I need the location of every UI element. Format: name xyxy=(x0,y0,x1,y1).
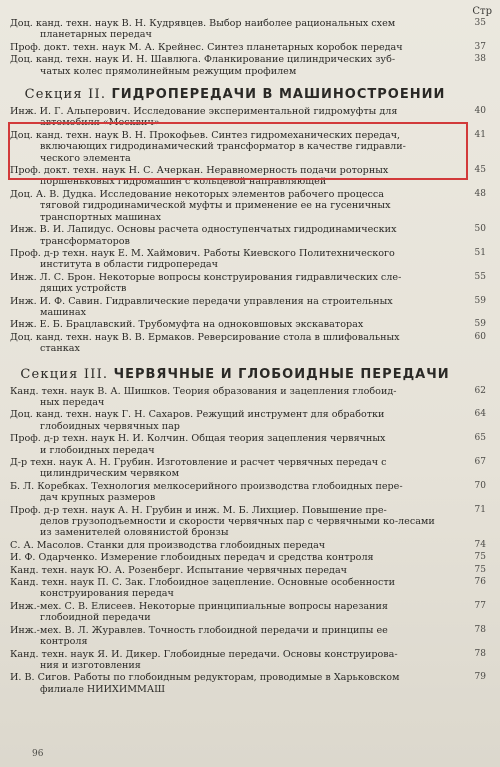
toc-entry xyxy=(10,648,486,672)
entry-page-number: 76 xyxy=(474,577,486,588)
toc-entry xyxy=(10,165,486,188)
entry-page-number: 48 xyxy=(474,188,486,199)
entry-text: Проф. д-р техн. наук Н. И. Колчин. Общая теория зацепления червячных xyxy=(10,433,386,445)
toc-entry xyxy=(10,624,486,648)
entry-continuation: контроля xyxy=(40,636,88,648)
toc-entry xyxy=(10,385,486,409)
entry-continuation: конструирования передач xyxy=(40,588,174,600)
entry-continuation: включающих гидродинамический трансформатор в качестве гидравли-ческого элемента xyxy=(40,141,406,164)
toc-entry xyxy=(10,247,486,271)
entry-text: И. В. Сигов. Работы по глобоидным редукторам, проводимые в Харьковском xyxy=(10,672,400,684)
toc-entry xyxy=(10,433,486,456)
entry-text: Канд. техн. наук В. А. Шишков. Теория образования и зацепления глобоид- xyxy=(10,385,397,397)
entry-page-number: 50 xyxy=(474,224,486,235)
entry-page-number: 45 xyxy=(474,165,486,176)
section-3-entry-list xyxy=(10,385,486,696)
section-2-heading xyxy=(10,87,460,102)
entry-text: Доц. канд. техн. наук В. Н. Кудрявцев. Выбор наиболее рациональных схем xyxy=(10,18,396,29)
toc-entry xyxy=(10,41,486,53)
top-entry-list xyxy=(10,18,486,77)
entry-text: Инж. Л. С. Брон. Некоторые вопросы конструирования гидравлических сле- xyxy=(10,271,402,283)
toc-entry xyxy=(10,539,486,551)
entry-continuation: чатых колес прямолинейным режущим профилем xyxy=(40,65,297,77)
toc-entry xyxy=(10,295,486,319)
section-2-entry-list xyxy=(10,106,486,355)
entry-text: Канд. техн. наук Ю. А. Розенберг. Испытание червячных передач xyxy=(10,564,348,576)
entry-text: Проф. д-р техн. наук Е. М. Хаймович. Работы Киевского Политехнического xyxy=(10,247,395,259)
toc-entry xyxy=(10,672,486,695)
entry-page-number: 75 xyxy=(474,564,486,575)
toc-entry xyxy=(10,600,486,624)
entry-page-number: 64 xyxy=(474,409,486,420)
entry-continuation: трансформаторов xyxy=(40,235,130,247)
entry-continuation: машинах xyxy=(40,306,87,318)
entry-text: Доц. канд. техн. наук И. Н. Шавлюга. Фланкирование цилиндрических зуб- xyxy=(10,54,396,66)
entry-text: Канд. техн. наук Я. И. Дикер. Глобоидные передачи. Основы конструирова- xyxy=(10,648,398,660)
entry-text: Б. Л. Коребках. Технология мелкосерийного производства глобоидных пере- xyxy=(10,480,403,492)
toc-entry xyxy=(10,224,486,247)
section-2-title: ГИДРОПЕРЕДАЧИ В МАШИНОСТРОЕНИИ xyxy=(111,87,446,103)
entry-page-number: 51 xyxy=(474,247,486,258)
toc-entry xyxy=(10,18,486,41)
entry-text: Инж.-мех. С. В. Елисеев. Некоторые принципиальные вопросы нарезания xyxy=(10,600,388,612)
entry-text: Инж. И. Г. Альперович. Исследование экспериментальной гидромуфты для xyxy=(10,106,398,118)
entry-continuation: автомобиля «Москвич» xyxy=(40,117,160,129)
toc-entry xyxy=(10,552,486,564)
entry-text: Инж. Е. Б. Брацлавский. Трубомуфта на одноковшовых экскаваторах xyxy=(10,319,364,331)
toc-entry xyxy=(10,271,486,295)
toc-entry xyxy=(10,457,486,480)
section-3-heading xyxy=(10,367,460,382)
entry-page-number: 59 xyxy=(474,295,486,306)
toc-entry xyxy=(10,480,486,504)
entry-text: Проф. докт. техн. наук Н. С. Ачеркан. Неравномерность подачи роторных xyxy=(10,165,389,177)
entry-text: Проф. д-р техн. наук А. Н. Грубин и инж. М. Б. Лихциер. Повышение пре- xyxy=(10,504,387,516)
entry-text: С. А. Масолов. Станки для производства глобоидных передач xyxy=(10,539,326,551)
entry-text: Инж.-мех. В. Л. Журавлев. Точность глобоидной передачи и принципы ее xyxy=(10,624,388,636)
entry-text: Инж. В. И. Лапидус. Основы расчета одноступенчатых гидродинамических xyxy=(10,224,397,236)
entry-text: Проф. докт. техн. наук М. А. Крейнес. Синтез планетарных коробок передач xyxy=(10,41,403,53)
entry-page-number: 40 xyxy=(474,106,486,117)
entry-page-number: 65 xyxy=(474,433,486,444)
entry-continuation: глобоидных червячных пар xyxy=(40,420,180,432)
entry-continuation: института в области гидропередач xyxy=(40,259,218,271)
entry-continuation: ных передач xyxy=(40,396,105,408)
toc-entry xyxy=(10,577,486,600)
entry-continuation: ния и изготовления xyxy=(40,659,141,671)
page-number: 96 xyxy=(32,749,44,759)
entry-continuation: дящих устройств xyxy=(40,283,127,295)
entry-continuation: глобоидной передачи xyxy=(40,612,151,624)
entry-page-number: 60 xyxy=(474,331,486,342)
entry-page-number: 62 xyxy=(474,385,486,396)
toc-entry xyxy=(10,504,486,539)
section-3-title: ЧЕРВЯЧНЫЕ И ГЛОБОИДНЫЕ ПЕРЕДАЧИ xyxy=(113,366,450,382)
entry-page-number: 38 xyxy=(474,54,486,65)
entry-page-number: 74 xyxy=(474,539,486,550)
entry-page-number: 79 xyxy=(474,672,486,683)
entry-continuation: и глобоидных передач xyxy=(40,444,155,456)
entry-text: Доц. канд. техн. наук Г. Н. Сахаров. Режущий инструмент для обработки xyxy=(10,409,385,421)
entry-page-number: 70 xyxy=(474,480,486,491)
entry-page-number: 59 xyxy=(474,319,486,330)
page-column-header: Стр xyxy=(472,6,492,17)
entry-page-number: 55 xyxy=(474,271,486,282)
entry-page-number: 67 xyxy=(474,457,486,467)
toc-entry xyxy=(10,564,486,576)
toc-entry xyxy=(10,409,486,432)
entry-page-number: 37 xyxy=(474,41,486,52)
entry-page-number: 35 xyxy=(474,18,486,28)
section-3-label: Секция III. xyxy=(20,366,109,382)
entry-text: Доц. канд. техн. наук В. В. Ермаков. Реверсирование стола в шлифовальных xyxy=(10,331,400,343)
entry-text: И. Ф. Одарченко. Измерение глобоидных передач и средства контроля xyxy=(10,552,374,564)
toc-entry xyxy=(10,129,486,164)
entry-page-number: 71 xyxy=(474,504,486,515)
entry-text: Доц. А. В. Дудка. Исследование некоторых элементов рабочего процесса xyxy=(10,188,385,200)
entry-continuation: дач крупных размеров xyxy=(40,492,156,504)
toc-entry xyxy=(10,54,486,77)
toc-entry xyxy=(10,188,486,223)
entry-page-number: 41 xyxy=(474,129,486,140)
entry-continuation: тяговой гидродинамической муфты и применение ее на гусеничных транспортных машинах xyxy=(40,200,391,223)
entry-page-number: 78 xyxy=(474,648,486,659)
entry-page-number: 77 xyxy=(474,600,486,611)
entry-continuation: цилиндрическим червяком xyxy=(40,468,180,480)
toc-entry xyxy=(10,319,486,331)
entry-continuation: делов грузоподъемности и скорости червячных пар с червячными ко-лесами из заменителей оловянистой бронзы xyxy=(40,516,435,539)
section-2-label: Секция II. xyxy=(24,87,107,103)
entry-text: Канд. техн. наук П. С. Зак. Глобоидное зацепление. Основные особенности xyxy=(10,577,396,589)
entry-text: Доц. канд. техн. наук В. Н. Прокофьев. Синтез гидромеханических передач, xyxy=(10,129,401,141)
entry-page-number: 78 xyxy=(474,624,486,635)
entry-page-number: 75 xyxy=(474,552,486,563)
entry-continuation: филиале НИИХИММАШ xyxy=(40,683,166,695)
toc-entry xyxy=(10,331,486,355)
entry-text: Д-р техн. наук А. Н. Грубин. Изготовление и расчет червячных передач с xyxy=(10,457,387,468)
toc-entries xyxy=(10,18,486,696)
entry-continuation: станках xyxy=(40,343,80,355)
toc-entry xyxy=(10,106,486,129)
entry-text: Инж. И. Ф. Савин. Гидравлические передачи управления на строительных xyxy=(10,295,393,307)
entry-continuation: поршеньковых гидромашин с кольцевой направляющей xyxy=(40,176,327,188)
entry-continuation: планетарных передач xyxy=(40,29,152,41)
